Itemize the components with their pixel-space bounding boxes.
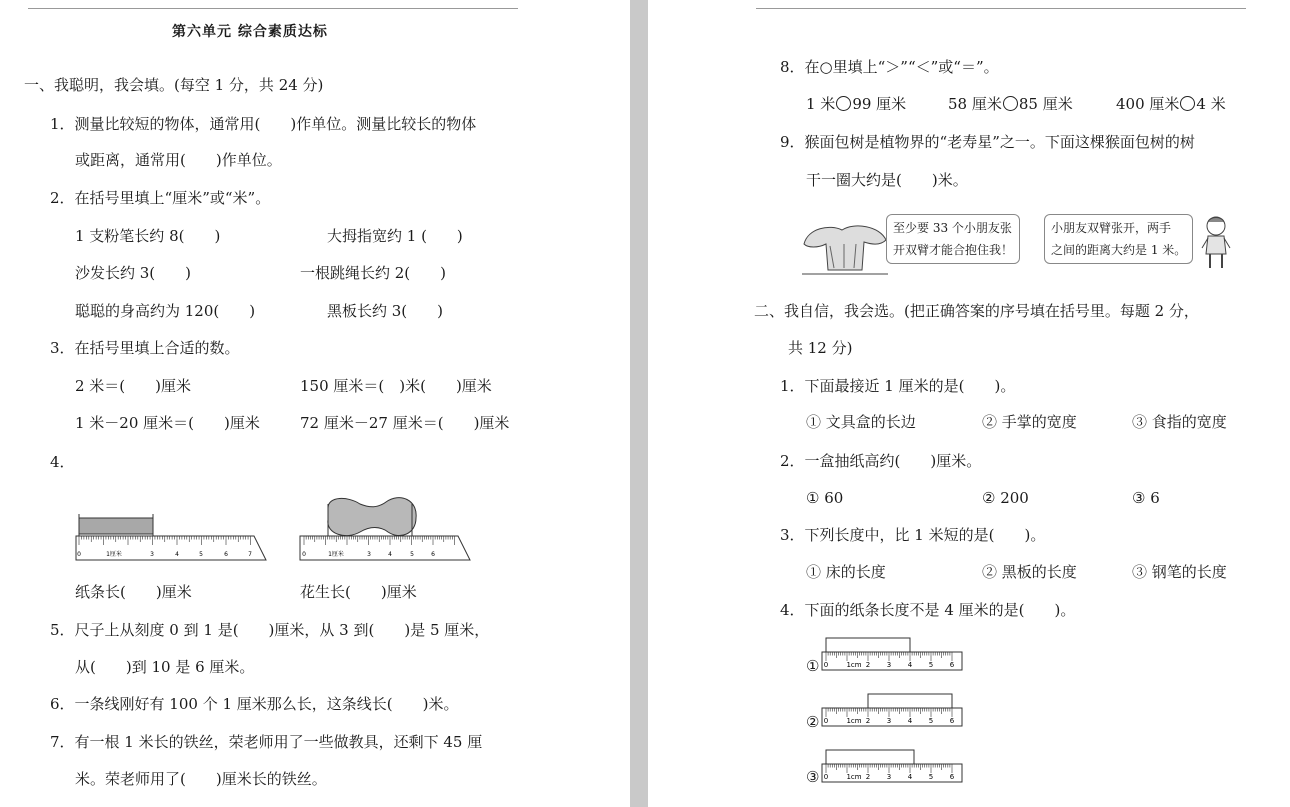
option-1: ① 文具盒的长边	[806, 413, 916, 431]
ruler-number: 4	[388, 551, 392, 558]
question-text: 一根跳绳长约 2( )	[300, 264, 447, 282]
question-text: 黑板长约 3( )	[327, 302, 444, 320]
question-text: 4．	[50, 453, 75, 471]
ruler-paper-figure	[74, 512, 270, 564]
question-text: 纸条长( )厘米	[75, 583, 192, 601]
ruler-option-2	[820, 692, 966, 730]
compare-row	[1116, 94, 1226, 114]
peanut	[328, 498, 416, 536]
section-heading: 一、我聪明，我会填。(每空 1 分，共 24 分)	[24, 76, 324, 94]
ruler-number: 6	[949, 773, 955, 781]
ruler-number: 0	[823, 717, 829, 725]
ruler-unit-label: 1cm	[846, 773, 862, 781]
bubble-text: 至少要 33 个小朋友张	[893, 221, 1012, 235]
ruler-number: 4	[907, 773, 913, 781]
question-text: 3．下列长度中，比 1 米短的是( )。	[780, 526, 1046, 544]
paper-strip	[826, 750, 914, 764]
question-text: 2 米＝( )厘米	[75, 377, 192, 395]
compare-left: 400 厘米	[1116, 95, 1180, 113]
option-2: ② 手掌的宽度	[982, 413, 1077, 431]
question-text: 聪聪的身高约为 120( )	[75, 302, 256, 320]
ruler-number: 5	[928, 661, 934, 669]
paper-strip	[79, 518, 153, 534]
question-text: 从( )到 10 是 6 厘米。	[75, 658, 255, 676]
paper-strip	[868, 694, 952, 708]
ruler-number: 6	[949, 717, 955, 725]
option-1: ① 床的长度	[806, 563, 886, 581]
question-text: 花生长( )厘米	[300, 583, 417, 601]
question-text: 2．在括号里填上“厘米”或“米”。	[50, 189, 271, 207]
ruler-unit-label: 1cm	[846, 661, 862, 669]
option-mark: ②	[806, 713, 820, 731]
header-rule	[756, 8, 1246, 9]
ruler-number: 3	[367, 551, 371, 558]
question-text: 3．在括号里填上合适的数。	[50, 339, 240, 357]
question-text: 4．下面的纸条长度不是 4 厘米的是( )。	[780, 601, 1076, 619]
baobab-tree-illustration	[800, 220, 890, 280]
tree-speech-bubble	[886, 214, 1020, 264]
option-3: ③ 6	[1132, 489, 1160, 507]
paper-strip	[826, 638, 910, 652]
compare-circle[interactable]	[1180, 96, 1195, 111]
option-2: ② 黑板的长度	[982, 563, 1077, 581]
section-heading: 共 12 分)	[788, 339, 853, 357]
ruler-number: 6	[431, 551, 435, 558]
question-text: 1．测量比较短的物体，通常用( )作单位。测量比较长的物体	[50, 115, 477, 133]
header-rule	[28, 8, 518, 9]
ruler-number: 4	[175, 551, 179, 558]
ruler-peanut-figure	[298, 494, 476, 564]
ruler-number: 0	[302, 551, 306, 558]
question-text: 干一圈大约是( )米。	[806, 171, 968, 189]
question-text: 1 米－20 厘米＝( )厘米	[75, 414, 260, 432]
ruler	[76, 536, 266, 560]
ruler-number: 6	[949, 661, 955, 669]
question-text: 6．一条线刚好有 100 个 1 厘米那么长，这条线长( )米。	[50, 695, 459, 713]
ruler-number: 4	[907, 717, 913, 725]
ruler-number: 3	[150, 551, 154, 558]
question-text: 1．下面最接近 1 厘米的是( )。	[780, 377, 1016, 395]
page-gutter	[630, 0, 648, 807]
question-text: 8．在○里填上“＞”“＜”或“＝”。	[780, 58, 999, 76]
ruler-number: 3	[886, 717, 892, 725]
bubble-text: 之间的距离大约是 1 米。	[1051, 243, 1187, 257]
question-text: 7．有一根 1 米长的铁丝，荣老师用了一些做教具，还剩下 45 厘	[50, 733, 483, 751]
question-text: 米。荣老师用了( )厘米长的铁丝。	[75, 770, 327, 788]
option-mark: ①	[806, 657, 820, 675]
ruler-option-1	[820, 636, 966, 674]
option-mark: ③	[806, 768, 820, 786]
ruler-unit-label: 1厘米	[328, 551, 344, 558]
left-page	[0, 0, 630, 807]
compare-row	[806, 94, 906, 114]
ruler-number: 5	[410, 551, 414, 558]
ruler-number: 5	[199, 551, 203, 558]
ruler-number: 7	[248, 551, 252, 558]
question-text: 1 支粉笔长约 8( )	[75, 227, 221, 245]
compare-row	[948, 94, 1073, 114]
right-page	[648, 0, 1290, 807]
question-text: 或距离，通常用( )作单位。	[75, 151, 282, 169]
bubble-text: 开双臂才能合抱住我！	[893, 243, 1014, 257]
compare-left: 58 厘米	[948, 95, 1002, 113]
compare-right: 4 米	[1196, 95, 1226, 113]
question-text: 150 厘米＝( )米( )厘米	[300, 377, 492, 395]
ruler-option-3	[820, 748, 966, 786]
compare-right: 99 厘米	[852, 95, 907, 113]
ruler-number: 0	[823, 661, 829, 669]
question-text: 2．一盒抽纸高约( )厘米。	[780, 452, 982, 470]
question-text: 72 厘米－27 厘米＝( )厘米	[300, 414, 510, 432]
page-title: 第六单元 综合素质达标	[172, 24, 328, 40]
ruler-number: 6	[224, 551, 228, 558]
ruler-number: 2	[865, 661, 871, 669]
ruler-number: 0	[823, 773, 829, 781]
option-2: ② 200	[982, 489, 1029, 507]
ruler-number: 3	[886, 661, 892, 669]
ruler-number: 3	[886, 773, 892, 781]
compare-circle[interactable]	[836, 96, 851, 111]
ruler-number: 0	[77, 551, 81, 558]
ruler-number: 4	[907, 661, 913, 669]
question-text: 9．猴面包树是植物界的“老寿星”之一。下面这棵猴面包树的树	[780, 133, 1195, 151]
section-heading: 二、我自信，我会选。(把正确答案的序号填在括号里。每题 2 分，	[754, 302, 1199, 320]
question-text: 沙发长约 3( )	[75, 264, 192, 282]
question-text: 大拇指宽约 1 ( )	[327, 227, 463, 245]
bubble-text: 小朋友双臂张开，两手	[1051, 221, 1172, 235]
compare-left: 1 米	[806, 95, 836, 113]
child-illustration	[1200, 214, 1232, 270]
question-text: 5．尺子上从刻度 0 到 1 是( )厘米，从 3 到( )是 5 厘米，	[50, 621, 490, 639]
option-3: ③ 钢笔的长度	[1132, 563, 1227, 581]
compare-right: 85 厘米	[1018, 95, 1073, 113]
compare-circle[interactable]	[1003, 96, 1018, 111]
ruler-number: 2	[865, 773, 871, 781]
ruler-unit-label: 1cm	[846, 717, 862, 725]
ruler-number: 2	[865, 717, 871, 725]
option-1: ① 60	[806, 489, 844, 507]
child-speech-bubble	[1044, 214, 1193, 264]
ruler-unit-label: 1厘米	[106, 551, 122, 558]
option-3: ③ 食指的宽度	[1132, 413, 1227, 431]
ruler-number: 5	[928, 773, 934, 781]
ruler-number: 5	[928, 717, 934, 725]
